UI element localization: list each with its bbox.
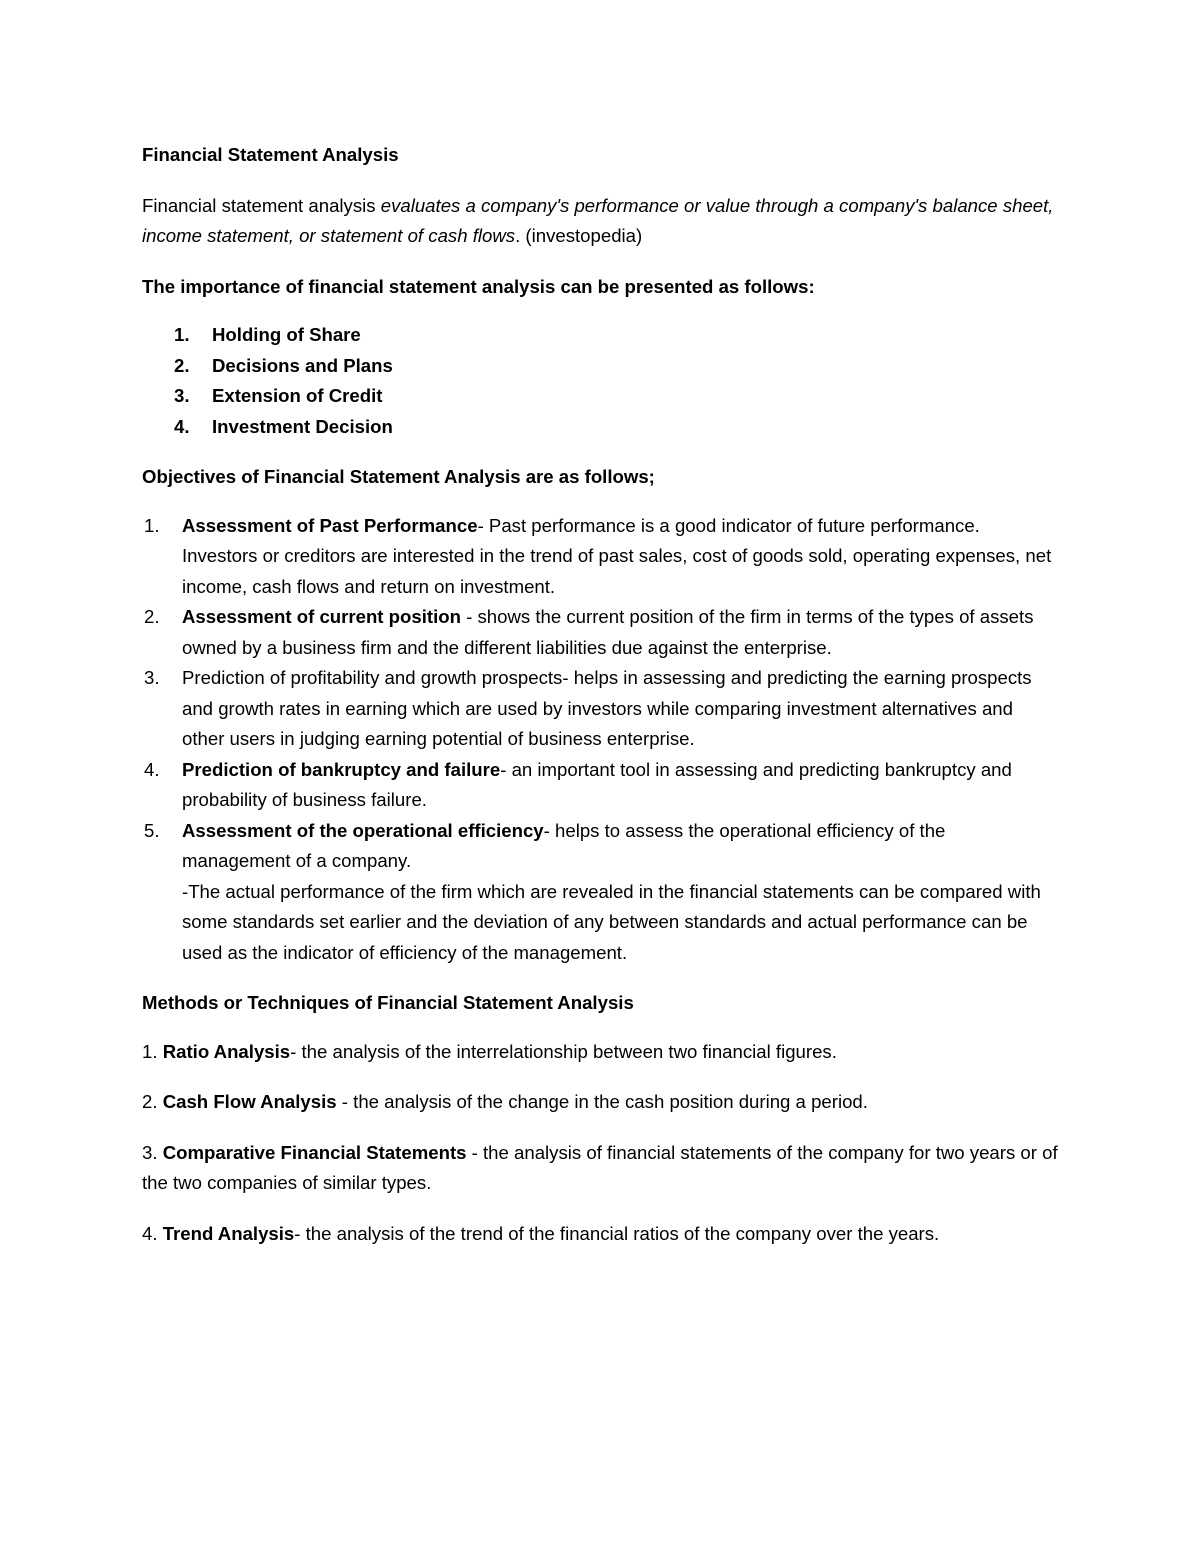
list-item-text: Holding of Share [212, 324, 361, 345]
method-term: Cash Flow Analysis [162, 1091, 337, 1112]
list-item-term: Assessment of the operational efficiency [182, 819, 544, 841]
list-item-number: 1. [174, 324, 190, 345]
method-term: Trend Analysis [162, 1222, 295, 1244]
method-item [142, 1087, 1058, 1118]
list-item [142, 663, 1058, 755]
list-item-number: 3. [144, 667, 160, 688]
method-term: Comparative Financial Statements [162, 1141, 467, 1163]
list-item-number: 3. [174, 385, 190, 406]
method-desc: - the analysis of the change in the cash position during a period. [336, 1091, 868, 1112]
list-item-extra: -The actual performance of the firm which are revealed in the financial statements can be compared with some standards set earlier and the deviation of any between standards and actual performance can be used as the indicator of efficiency of the management. [182, 880, 1041, 963]
list-item-number: 1. [144, 514, 160, 536]
list-item-desc: - Past performance is a good indicator of future performance. Investors or creditors are interested in the trend of past sales, cost of goods sold, operating expenses, net income, cash flows and return on investment. [182, 514, 1052, 597]
list-item [142, 320, 1058, 351]
method-term: Ratio Analysis [162, 1040, 291, 1062]
list-item [142, 412, 1058, 443]
list-item-text: Investment Decision [212, 415, 393, 437]
list-item-number: 4. [144, 758, 160, 780]
method-number: 2. [142, 1091, 163, 1112]
intro-lead: Financial statement analysis [142, 194, 381, 216]
importance-list [142, 320, 1058, 442]
list-item-desc: Prediction of profitability and growth prospects- helps in assessing and predicting the earning prospects and growth rates in earning which are used by investors while comparing investment alternatives and other users in judging earning potential of business enterprise. [182, 667, 1032, 749]
list-item [142, 351, 1058, 382]
list-item [142, 381, 1058, 412]
intro-italic: evaluates a company's performance or value through a company's balance sheet, income statement, or statement of cash flows [142, 194, 1054, 246]
document-title: Financial Statement Analysis [142, 144, 399, 165]
objectives-list [142, 511, 1058, 969]
intro-trail: . (investopedia) [515, 225, 643, 246]
method-desc: - the analysis of financial statements of the company for two years or of the two companies of similar types. [142, 1141, 1058, 1193]
method-item [142, 1138, 1058, 1199]
list-item-number: 2. [144, 606, 160, 627]
list-item [142, 511, 1058, 603]
methods-heading: Methods or Techniques of Financial Statement Analysis [142, 992, 634, 1013]
list-item [142, 755, 1058, 816]
list-item-term: Prediction of bankruptcy and failure [182, 758, 501, 780]
method-desc: - the analysis of the trend of the financial ratios of the company over the years. [294, 1222, 940, 1244]
document-page [142, 140, 1058, 1269]
list-item-number: 5. [144, 819, 160, 841]
objectives-heading: Objectives of Financial Statement Analysis are as follows; [142, 466, 655, 487]
method-item [142, 1219, 1058, 1250]
list-item-text: Decisions and Plans [212, 354, 393, 376]
list-item [142, 816, 1058, 969]
list-item-desc: - shows the current position of the firm in terms of the types of assets owned by a business firm and the different liabilities due against the enterprise. [182, 606, 1034, 658]
method-number: 3. [142, 1141, 163, 1163]
list-item-desc: - helps to assess the operational efficiency of the management of a company. [182, 819, 946, 871]
list-item [142, 602, 1058, 663]
list-item-number: 4. [174, 415, 190, 437]
method-number: 4. [142, 1222, 163, 1244]
method-desc: - the analysis of the interrelationship between two financial figures. [290, 1040, 837, 1062]
intro-paragraph [142, 191, 1058, 252]
list-item-term: Assessment of Past Performance [182, 514, 478, 536]
list-item-text: Extension of Credit [212, 385, 383, 406]
importance-heading: The importance of financial statement analysis can be presented as follows: [142, 275, 815, 297]
list-item-desc: - an important tool in assessing and predicting bankruptcy and probability of business failure. [182, 758, 1012, 810]
list-item-term: Assessment of current position [182, 606, 461, 627]
method-number: 1. [142, 1040, 163, 1062]
method-item [142, 1037, 1058, 1068]
list-item-number: 2. [174, 354, 190, 376]
